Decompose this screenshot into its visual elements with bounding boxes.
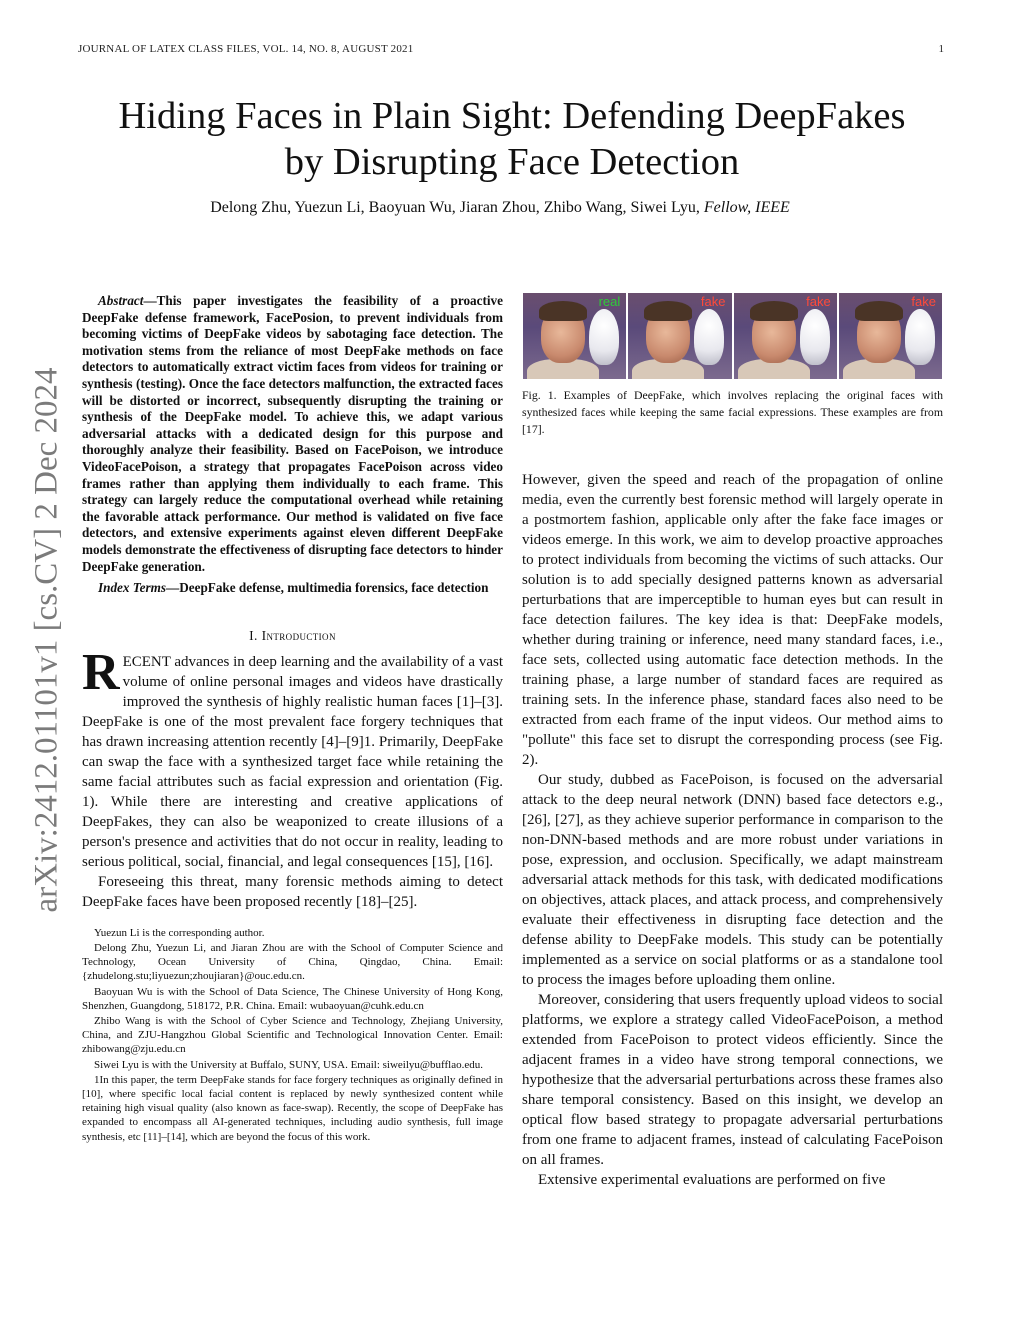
intro-paragraph-2: Foreseeing this threat, many forensic methods aiming to detect DeepFake faces have been proposed recently [18]–[25]. xyxy=(82,873,503,910)
figure-frame-fake xyxy=(628,293,731,379)
footnote: Siwei Lyu is with the University at Buffalo, SUNY, USA. Email: siweilyu@bufflao.edu. xyxy=(94,1058,483,1071)
bird-shape xyxy=(905,309,935,365)
footnote: Baoyuan Wu is with the School of Data Science, The Chinese University of Hong Kong, Shenzhen, Guangdong, 518172, P.R. China. Email: wubaoyuan@cuhk.edu.cn xyxy=(82,985,503,1012)
body-paragraph: Moreover, considering that users frequently upload videos to social platforms, we explore a strategy called VideoFacePoison, a method extended from FacePoison to protect videos efficiently. Since the adjacent frames in a video have strong temporal connections, we hypothesize that the adversarial perturbations across these frames also share temporal consistency. Based on this insight, we develop an optical flow based strategy to propagate adversarial perturbations from one frame to adjacent frames, instead of calculating FacePoison on all frames. xyxy=(522,992,943,1168)
author-names: Delong Zhu, Yuezun Li, Baoyuan Wu, Jiaran Zhou, Zhibo Wang, Siwei Lyu, xyxy=(210,199,700,216)
abstract-text: —This paper investigates the feasibility of a proactive DeepFake defense framework, FacePosion, to prevent individuals from becoming victims of DeepFake videos by sabotaging face detection. The motivation stems from the reliance of most DeepFake methods on face detectors to automatically extract victim faces from videos for training or synthesis (testing). Once the face detectors malfunction, the extracted faces will be distorted or incorrect, subsequently disrupting the training or synthesis of the DeepFake model. To achieve this, we adapt various adversarial attacks with a dedicated design for this purpose and thoroughly analyze their feasibility. Based on FacePoison, we introduce VideoFacePoison, a strategy that propagates FacePoison across video frames rather than applying them individually to each frame. This strategy can largely reduce the computational overhead while retaining the favorable attack performance. Our method is validated on five face detectors, and extensive experiments against eleven different DeepFake models demonstrate the effectiveness of disrupting face detectors to hinder DeepFake generation. xyxy=(82,293,503,574)
paper-title xyxy=(0,93,1024,185)
frame-label: fake xyxy=(911,294,936,309)
figure-caption: Fig. 1. Examples of DeepFake, which involves replacing the original faces with synthesized faces while keeping the same facial expressions. These examples are from [17]. xyxy=(522,388,943,436)
running-head: JOURNAL OF LATEX CLASS FILES, VOL. 14, NO. 8, AUGUST 2021 xyxy=(78,43,414,55)
body-paragraph: Our study, dubbed as FacePoison, is focused on the adversarial attack to the deep neural network (DNN) based face detectors e.g., [26], [27], as they achieve superior performance in comparison to the non-DNN-based methods and are more robust under variations in pose, expression, and occlusion. Specifically, we adapt mainstream adversarial attack methods for this task, with dedicated modifications on objectives, attack places, and attack process, and comprehensively evaluate their effectiveness in disrupting face detection and the defense ability to DeepFake models. This study can be potentially implemented as a service on social platforms or as a standalone tool to process the images before uploading them online. xyxy=(522,772,943,988)
hair-shape xyxy=(855,301,903,321)
hair-shape xyxy=(750,301,798,321)
frame-label: fake xyxy=(806,294,831,309)
hair-shape xyxy=(539,301,587,321)
figure-frame-fake xyxy=(734,293,837,379)
title-line-2: by Disrupting Face Detection xyxy=(284,141,740,183)
right-column xyxy=(522,293,943,1190)
author-suffix: Fellow, IEEE xyxy=(703,199,790,216)
body-paragraph: Extensive experimental evaluations are performed on five xyxy=(538,1172,886,1188)
figure-1-images xyxy=(523,293,942,379)
footnote: Delong Zhu, Yuezun Li, and Jiaran Zhou are with the School of Computer Science and Technology, Ocean University of China, Qingdao, China. Email: {zhudelong.stu;liyuezun;zhoujiaran}@ouc.edu.cn. xyxy=(82,941,503,983)
page-number: 1 xyxy=(938,43,944,55)
bird-shape xyxy=(800,309,830,365)
abstract xyxy=(82,293,503,597)
author-list xyxy=(0,199,1000,217)
figure-frame-fake xyxy=(839,293,942,379)
right-body xyxy=(522,470,943,1190)
figure-frame-real xyxy=(523,293,626,379)
hair-shape xyxy=(644,301,692,321)
arxiv-identifier[interactable]: arXiv:2412.01101v1 [cs.CV] 2 Dec 2024 xyxy=(28,367,65,913)
bird-shape xyxy=(589,309,619,365)
intro-paragraph-1: ECENT advances in deep learning and the availability of a vast volume of online personal images and videos have drastically improved the synthesis of highly realistic human faces [1]–[3]. DeepFake is one of the most prevalent face forgery techniques that has drawn increasing attention recently [4]–[9]1. Primarily, DeepFake can swap the face with a synthesized target face while retaining the same facial attributes such as facial expression and orientation (Fig. 1). While there are interesting and creative applications of DeepFakes, they can also be weaponized to create illusions of a person's presence and activities that do not occur in reality, leading to serious political, social, financial, and legal consequences [15], [16]. xyxy=(82,653,503,870)
introduction-body xyxy=(82,643,503,912)
body-paragraph: However, given the speed and reach of the propagation of online media, even the currently best forensic method will largely operate in a postmortem fashion, applicable only after the fake face images or videos emerge. In this work, we aim to develop proactive approaches to protect individuals from becoming the victims of such attacks. Our solution is to add specially designed patterns known as adversarial perturbations that are imperceptible to human eyes but can result in face detection failures. The key idea is that: DeepFake models, whether during training or inference, need many standard faces, i.e., face sets, collected using automatic face detection methods. In the training phase, a large number of standard faces are required as training sets. In the inference phase, standard faces also need to be extracted from each frame of the input videos. Our method aims to "pollute" this face set to disrupt the corresponding process (see Fig. 2). xyxy=(522,472,943,768)
bird-shape xyxy=(694,309,724,365)
drop-cap: R xyxy=(82,643,120,701)
abstract-label: Abstract xyxy=(98,293,144,308)
footnote: Yuezun Li is the corresponding author. xyxy=(94,926,265,939)
frame-label: fake xyxy=(700,294,726,309)
index-terms-label: Index Terms xyxy=(98,580,167,596)
frame-label: real xyxy=(598,294,621,309)
footnote: Zhibo Wang is with the School of Cyber Science and Technology, Zhejiang University, China, and ZJU-Hangzhou Global Scientific and Technological Innovation Center. Email: zhibowang@zju.edu.cn xyxy=(82,1014,503,1056)
left-column xyxy=(82,293,503,1145)
footnotes xyxy=(82,926,503,1144)
title-line-1: Hiding Faces in Plain Sight: Defending DeepFakes xyxy=(118,95,906,137)
section-heading: I. Introduction xyxy=(249,627,336,643)
footnote: 1In this paper, the term DeepFake stands for face forgery techniques as originally defined in [10], where specific local facial content is replaced by newly synthesized content while retaining high visual quality (also known as face-swap). Recently, the scope of DeepFake has expanded to encompass all AI-generated techniques, including audio synthesis, full image synthesis, etc [11]–[14], which are beyond the focus of this work. xyxy=(82,1073,503,1143)
index-terms-text: —DeepFake defense, multimedia forensics, face detection xyxy=(166,580,489,596)
